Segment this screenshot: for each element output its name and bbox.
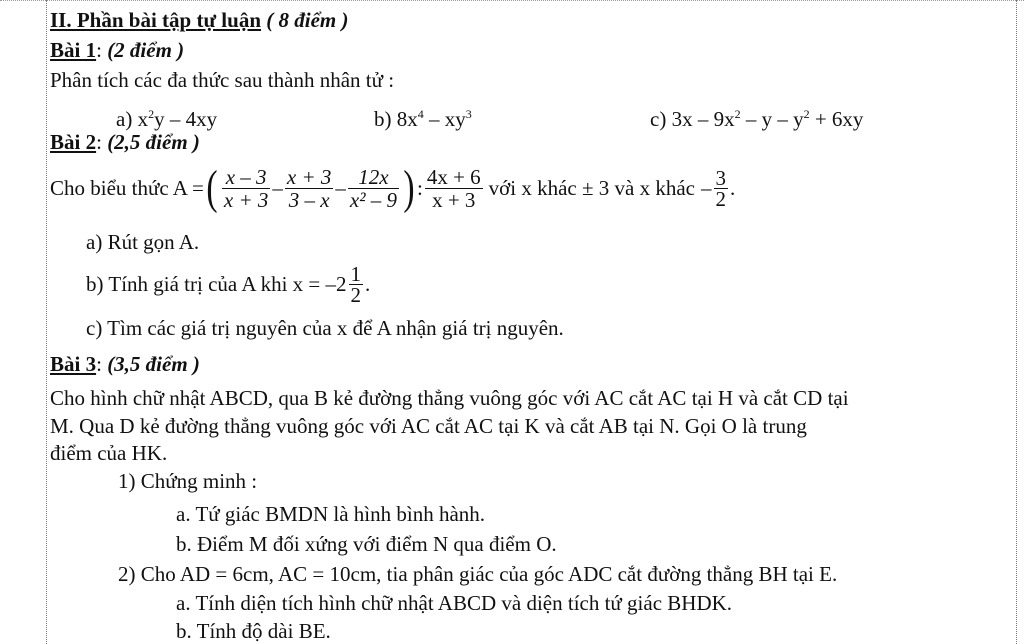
bai2-points: (2,5 điểm )	[107, 130, 200, 154]
bai2-intro: Cho biểu thức A =	[50, 176, 204, 200]
item-c-expr-2: – y – y	[740, 107, 804, 131]
bai1-heading: Bài 1: (2 điểm )	[50, 38, 185, 62]
bai3-part-2: 2) Cho AD = 6cm, AC = 10cm, tia phân giác của góc ADC cắt đường thẳng BH tại E.	[118, 562, 838, 586]
bai1-label: Bài 1	[50, 38, 97, 62]
left-margin-line	[46, 0, 47, 644]
item-c-label: c)	[650, 107, 667, 131]
top-border	[0, 0, 1024, 1]
cond-period: .	[730, 176, 736, 200]
bai2-expression	[50, 160, 735, 216]
item-c-expr-1: 3x – 9x	[671, 107, 735, 131]
bai3-part-1: 1) Chứng minh :	[118, 469, 258, 493]
item-b-label: b)	[374, 107, 392, 131]
minus-1: –	[272, 176, 283, 200]
bai3-part-2a: a. Tính diện tích hình chữ nhật ABCD và diện tích tứ giác BHDK.	[176, 591, 733, 615]
fraction-1	[222, 166, 271, 211]
bai2-b-den: 2	[350, 282, 362, 307]
bai2-a: a) Rút gọn A.	[86, 230, 200, 254]
item-a-label: a)	[116, 107, 133, 131]
fraction-4	[425, 166, 483, 211]
bai1-prompt: Phân tích các đa thức sau thành nhân tử :	[50, 68, 395, 92]
cond-den: 2	[715, 186, 726, 211]
fraction-3	[348, 166, 399, 211]
bai1-item-a	[116, 102, 217, 131]
bai2-b-prefix: b) Tính giá trị của A khi x = –2	[86, 272, 347, 296]
fraction-2	[285, 166, 334, 211]
section-points: ( 8 điểm )	[266, 8, 349, 32]
bai2-b-num: 1	[350, 261, 362, 286]
bai1-item-b	[374, 102, 472, 131]
bai2-b-period: .	[365, 272, 371, 296]
bai3-part-1a: a. Tứ giác BMDN là hình bình hành.	[176, 502, 486, 526]
item-b-exp2: 3	[465, 107, 472, 121]
item-b-expr-2: – xy	[423, 107, 466, 131]
cond-fraction	[714, 165, 729, 211]
item-c-exp1: 2	[734, 107, 741, 121]
bai3-text-2: M. Qua D kẻ đường thẳng vuông góc với AC cắt AC tại K và cắt AB tại N. Gọi O là trung	[50, 414, 807, 438]
bai2-heading: Bài 2: (2,5 điểm )	[50, 130, 200, 154]
item-a-expr-2: y – 4xy	[154, 107, 218, 131]
item-c-expr-3: + 6xy	[809, 107, 864, 131]
bai2-c: c) Tìm các giá trị nguyên của x để A nhận giá trị nguyên.	[86, 316, 564, 340]
item-a-exp: 2	[148, 107, 155, 121]
right-margin-line	[1016, 0, 1017, 644]
cond-minus: –	[701, 176, 712, 200]
bai3-heading: Bài 3: (3,5 điểm )	[50, 352, 200, 376]
frac3-den: x² – 9	[349, 187, 397, 212]
bai3-text-3: điểm của HK.	[50, 441, 168, 465]
bai3-part-1b: b. Điểm M đối xứng với điểm N qua điểm O.	[176, 532, 557, 556]
bai3-part-2b: b. Tính độ dài BE.	[176, 619, 331, 643]
right-paren: )	[403, 161, 415, 214]
bai1-points: (2 điểm )	[107, 38, 185, 62]
item-b-exp1: 4	[417, 107, 424, 121]
bai3-text-1: Cho hình chữ nhật ABCD, qua B kẻ đường thẳng vuông góc với AC cắt AC tại H và cắt CD tại	[50, 386, 849, 410]
bai2-b-fraction	[349, 261, 364, 307]
section-title: II. Phần bài tập tự luận	[50, 8, 262, 32]
bai2-label: Bài 2	[50, 130, 97, 154]
divide-sign: :	[416, 176, 423, 200]
frac4-num: 4x + 6	[426, 164, 481, 189]
item-b-expr-1: 8x	[396, 107, 418, 131]
frac1-num: x – 3	[225, 164, 267, 189]
frac1-den: x + 3	[223, 187, 269, 212]
frac2-den: 3 – x	[288, 187, 330, 212]
minus-2: –	[335, 176, 346, 200]
left-paren: (	[206, 161, 218, 214]
item-c-exp2: 2	[803, 107, 810, 121]
bai2-condition: với x khác ± 3 và x khác	[488, 176, 695, 200]
frac2-num: x + 3	[286, 164, 332, 189]
item-a-expr-1: x	[137, 107, 149, 131]
bai3-points: (3,5 điểm )	[107, 352, 200, 376]
section-heading	[50, 8, 349, 32]
bai1-item-c	[650, 102, 863, 131]
frac3-num: 12x	[358, 164, 389, 189]
bai2-b	[86, 262, 370, 306]
cond-num: 3	[715, 165, 726, 190]
frac4-den: x + 3	[432, 187, 476, 212]
bai3-label: Bài 3	[50, 352, 97, 376]
